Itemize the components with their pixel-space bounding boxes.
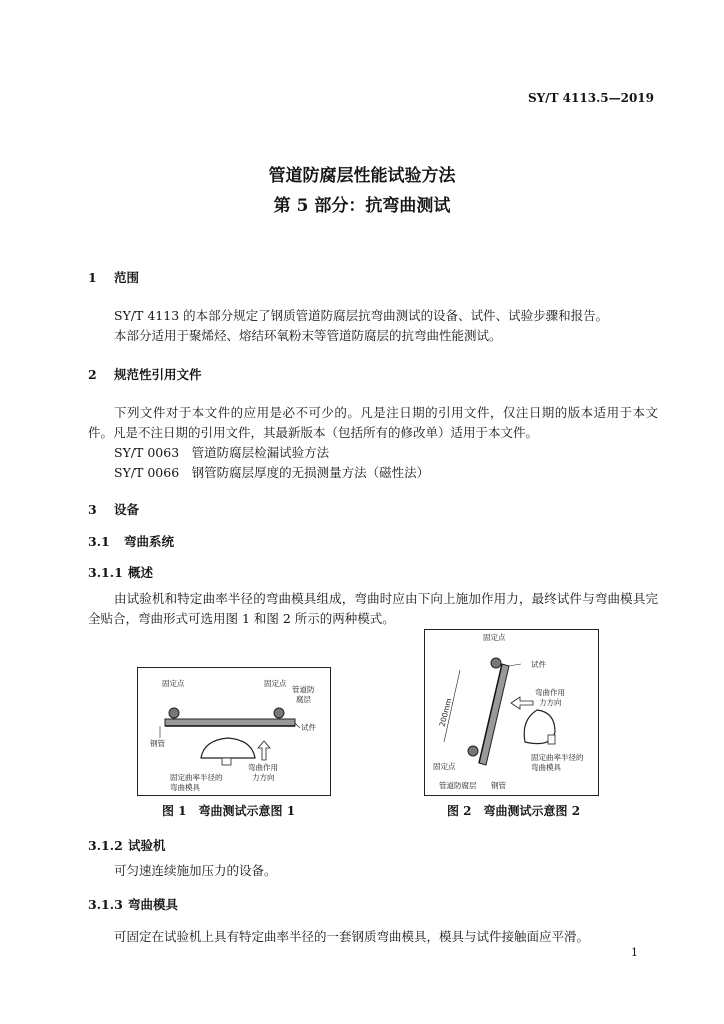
section-title: 规范性引用文件 xyxy=(114,367,202,382)
bending-force-label-line-1: 弯曲作用 xyxy=(248,763,278,772)
section-title: 试验机 xyxy=(128,838,166,853)
section-3-heading xyxy=(88,500,139,518)
figure-1-caption: 图 1 弯曲测试示意图 1 xyxy=(162,804,296,818)
specimen-label: 试件 xyxy=(301,723,316,732)
coating-label-line-2: 腐层 xyxy=(296,695,311,704)
bending-force-label-line-2: 力方向 xyxy=(539,698,562,707)
bending-force-label-line-2: 力方向 xyxy=(252,773,275,782)
steel-pipe-label: 钢管 xyxy=(491,781,506,790)
dimension-label: 200mm xyxy=(437,697,454,728)
section-3-1-2-heading xyxy=(88,836,166,854)
document-subtitle: 第 5 部分：抗弯曲测试 xyxy=(273,196,451,216)
section-3-1-1-heading xyxy=(88,563,153,581)
section-number: 3.1.1 xyxy=(88,565,123,580)
reference-2: SY/T 0066 钢管防腐层厚度的无损测量方法（磁性法） xyxy=(114,465,430,480)
coating-label: 管道防腐层 xyxy=(439,781,477,790)
figure-2-caption: 图 2 弯曲测试示意图 2 xyxy=(447,804,581,818)
section-title: 概述 xyxy=(128,565,154,580)
coating-label-line-1: 管道防 xyxy=(292,685,315,694)
standard-number: SY/T 4113.5—2019 xyxy=(527,91,654,105)
fixed-point-bottom-label: 固定点 xyxy=(433,762,456,771)
section-number: 3 xyxy=(88,502,97,517)
section-2-heading xyxy=(88,365,202,383)
section-number: 3.1.2 xyxy=(88,838,123,853)
section-1-para-1: SY/T 4113 的本部分规定了钢质管道防腐层抗弯曲测试的设备、试件、试验步骤和报告。 xyxy=(114,308,609,323)
section-3-1-2-para: 可匀速连续施加压力的设备。 xyxy=(114,863,277,878)
mold-label-line-2: 弯曲模具 xyxy=(170,783,200,792)
section-number: 2 xyxy=(88,367,97,382)
bending-force-label-line-1: 弯曲作用 xyxy=(535,688,565,697)
section-number: 3.1.3 xyxy=(88,897,123,912)
section-title: 设备 xyxy=(114,502,140,517)
fixed-point-left-label: 固定点 xyxy=(162,679,185,688)
document-title: 管道防腐层性能试验方法 xyxy=(268,166,456,186)
fixed-point-right-label: 固定点 xyxy=(264,679,287,688)
section-title: 弯曲模具 xyxy=(128,897,179,912)
reference-1: SY/T 0063 管道防腐层检漏试验方法 xyxy=(114,445,330,460)
section-1-heading xyxy=(88,268,139,286)
mold-label-line-1: 固定曲率半径的 xyxy=(531,753,584,762)
section-1-para-2: 本部分适用于聚烯烃、熔结环氧粉末等管道防腐层的抗弯曲性能测试。 xyxy=(114,328,502,343)
steel-pipe-label: 钢管 xyxy=(150,739,165,748)
mold-label-line-2: 弯曲模具 xyxy=(531,763,561,772)
fixed-point-top-label: 固定点 xyxy=(483,633,506,642)
specimen-label: 试件 xyxy=(531,660,546,669)
section-number: 3.1 xyxy=(88,534,110,549)
section-3-1-3-para: 可固定在试验机上具有特定曲率半径的一套钢质弯曲模具，模具与试件接触面应平滑。 xyxy=(114,929,590,944)
section-number: 1 xyxy=(88,270,97,285)
section-3-1-heading xyxy=(88,532,174,550)
section-3-1-3-heading xyxy=(88,895,178,913)
mold-label-line-1: 固定曲率半径的 xyxy=(170,773,223,782)
section-2-para-1: 下列文件对于本文件的应用是必不可少的。凡是注日期的引用文件，仅注日期的版本适用于本文件。凡是不注日期的引用文件，其最新版本（包括所有的修改单）适用于本文件。 xyxy=(88,405,658,440)
figure-1 xyxy=(137,667,331,796)
section-title: 范围 xyxy=(114,270,140,285)
section-title: 弯曲系统 xyxy=(124,534,175,549)
page-number: 1 xyxy=(631,946,638,959)
figure-2 xyxy=(424,629,599,796)
section-3-1-1-para: 由试验机和特定曲率半径的弯曲模具组成，弯曲时应由下向上施加作用力，最终试件与弯曲模具完全贴合，弯曲形式可选用图 1 和图 2 所示的两种模式。 xyxy=(88,591,658,626)
